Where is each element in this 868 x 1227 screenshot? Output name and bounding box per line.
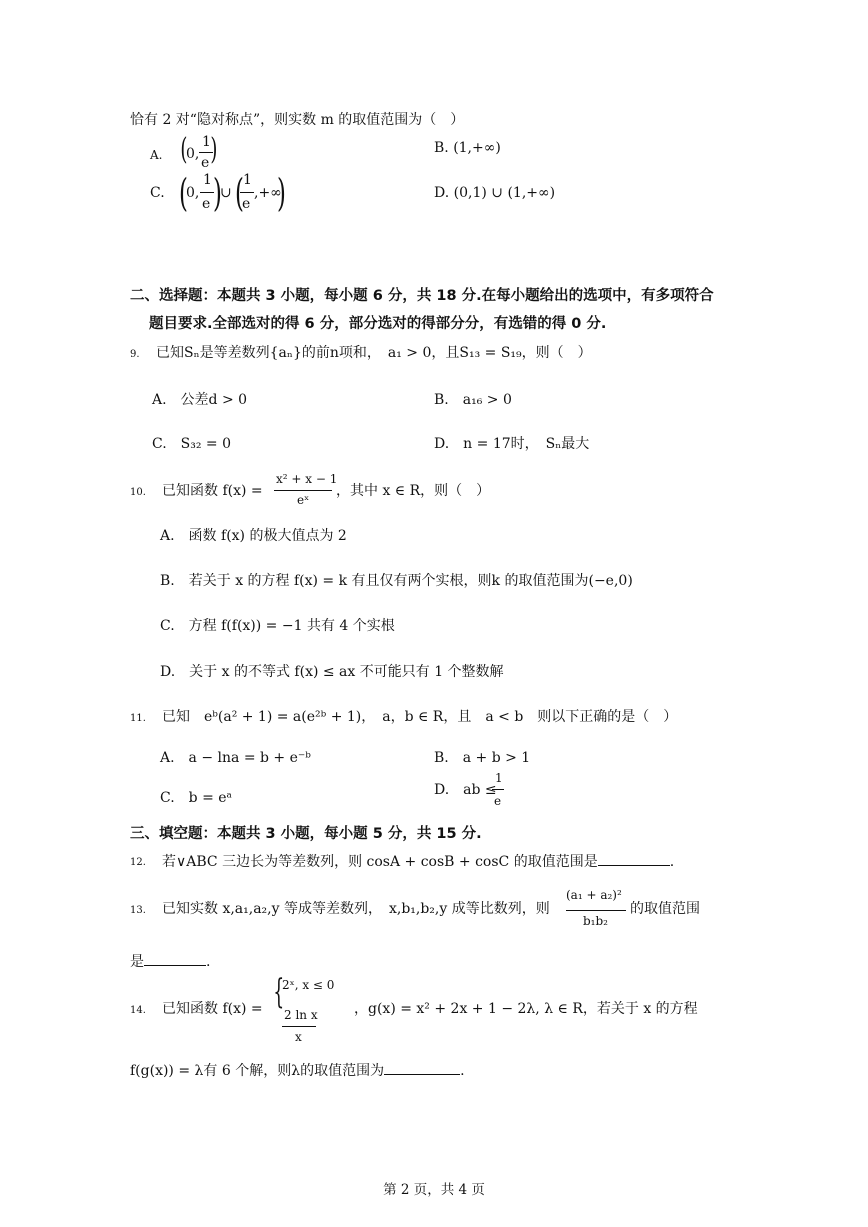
q12-end: .: [669, 854, 675, 870]
left-paren: (: [178, 171, 188, 215]
q10-option-c: C. 方程 f(f(x)) = −1 共有 4 个实根: [160, 618, 395, 634]
option-c-frac1-den: e: [202, 196, 211, 212]
q13-frac-den: b₁b₂: [583, 914, 608, 928]
section2-heading-line2: 题目要求.全部选对的得 6 分，部分选对的得部分分，有选错的得 0 分.: [149, 316, 607, 332]
q14-stem-prefix: 已知函数 f(x) =: [162, 1001, 263, 1017]
page-number-footer: 第 2 页，共 4 页: [383, 1182, 485, 1198]
q10-option-d: D. 关于 x 的不等式 f(x) ≤ ax 不可能只有 1 个整数解: [160, 664, 504, 680]
option-c-tail: ,+∞: [254, 185, 282, 201]
q13-frac-num: (a₁ + a₂)²: [566, 888, 622, 902]
q12-stem: [162, 853, 674, 871]
option-c-label: C.: [150, 185, 165, 201]
q10-option-b: B. 若关于 x 的方程 f(x) = k 有且仅有两个实根，则k 的取值范围为(−e,0): [160, 573, 633, 589]
q11-option-b: B. a + b > 1: [434, 750, 531, 766]
left-paren: (: [180, 132, 188, 167]
q12-stem-text: 若∨ABC 三边长为等差数列，则 cosA + cosB + cosC 的取值范围是: [162, 854, 598, 870]
q13-stem: 已知实数 x,a₁,a₂,y 等成等差数列， x,b₁,b₂,y 成等比数列，则: [162, 901, 550, 917]
left-paren: (: [234, 171, 244, 215]
q10-frac-den: eˣ: [297, 493, 310, 507]
q9-stem: 已知Sₙ是等差数列{aₙ}的前n项和， a₁ > 0，且S₁₃ = S₁₉，则（ ）: [156, 345, 592, 361]
q11-option-d-den: e: [494, 794, 502, 808]
question-number: 14.: [130, 1005, 146, 1016]
fraction-bar: [274, 490, 332, 491]
right-paren: ): [212, 171, 222, 215]
question-number: 9.: [130, 349, 140, 360]
q14-case2-num: 2 ln x: [284, 1008, 318, 1022]
option-a-frac-den: e: [201, 155, 210, 171]
answer-blank[interactable]: [598, 853, 670, 866]
option-a-zero: 0,: [186, 146, 200, 162]
fraction-bar: [492, 789, 504, 790]
q11-stem: 已知 eᵇ(a² + 1) = a(e²ᵇ + 1)， a，b ∈ R，且 a < b 则以下正确的是（ ）: [162, 709, 678, 725]
option-a-label: A.: [150, 148, 163, 162]
q13-end: .: [206, 954, 211, 970]
fraction-bar: [566, 910, 626, 911]
q11-option-a: A. a − lna = b + e⁻ᵇ: [160, 750, 311, 766]
question-number: 12.: [130, 857, 146, 868]
option-d: D. (0,1) ∪ (1,+∞): [434, 185, 556, 201]
answer-blank[interactable]: [144, 953, 206, 966]
left-brace: {: [273, 972, 285, 1012]
q14-case2-den: x: [295, 1030, 302, 1044]
q13-suffix: 的取值范围: [630, 901, 700, 917]
answer-blank[interactable]: [384, 1062, 460, 1075]
option-b: B. (1,+∞): [434, 140, 501, 156]
q10-stem-suffix: ，其中 x ∈ R，则（ ）: [336, 483, 491, 499]
q10-option-a: A. 函数 f(x) 的极大值点为 2: [160, 528, 347, 544]
q10-stem-prefix: 已知函数 f(x) =: [162, 483, 263, 499]
q9-option-b: B. a₁₆ > 0: [434, 392, 512, 408]
option-c-frac1-num: 1: [203, 172, 212, 188]
q14-stem-suffix: ，g(x) = x² + 2x + 1 − 2λ, λ ∈ R，若关于 x 的方程: [354, 1001, 698, 1017]
option-c-frac2-den: e: [242, 196, 251, 212]
section2-heading-line1: 二、选择题：本题共 3 小题，每小题 6 分，共 18 分.在每小题给出的选项中，有多项符合: [130, 288, 714, 304]
q13-line2-text: 是: [130, 954, 144, 970]
q11-option-d-num: 1: [495, 771, 503, 785]
q11-option-d-prefix: D. ab ≤: [434, 782, 497, 798]
q10-frac-num: x² + x − 1: [276, 472, 338, 486]
q14-end: .: [460, 1063, 465, 1079]
fraction-bar: [240, 192, 254, 193]
question-number: 13.: [130, 905, 146, 916]
q11-option-c: C. b = eᵃ: [160, 790, 232, 806]
option-c-frac2-num: 1: [243, 172, 252, 188]
option-a-frac-num: 1: [202, 134, 211, 150]
q9-option-d: D. n = 17时， Sₙ最大: [434, 436, 590, 452]
question-number: 10.: [130, 487, 146, 498]
option-c-zero: 0,: [186, 185, 200, 201]
question-number: 11.: [130, 713, 146, 724]
q14-case1: 2ˣ, x ≤ 0: [282, 978, 335, 992]
fraction-bar: [200, 192, 214, 193]
right-paren: ): [210, 132, 218, 167]
fraction-bar: [282, 1026, 316, 1027]
q14-line2: [130, 1062, 465, 1080]
right-paren: ): [276, 171, 286, 215]
q13-line2: [130, 953, 210, 971]
q9-option-c: C. S₃₂ = 0: [152, 436, 232, 452]
union-symbol: ∪: [220, 185, 232, 201]
q14-line2-text: f(g(x)) = λ有 6 个解，则λ的取值范围为: [130, 1063, 385, 1079]
q9-option-a: A. 公差d > 0: [152, 392, 248, 408]
section3-heading: 三、填空题：本题共 3 小题，每小题 5 分，共 15 分.: [130, 826, 482, 842]
prev-question-stem: 恰有 2 对“隐对称点”，则实数 m 的取值范围为（ ）: [130, 112, 465, 128]
